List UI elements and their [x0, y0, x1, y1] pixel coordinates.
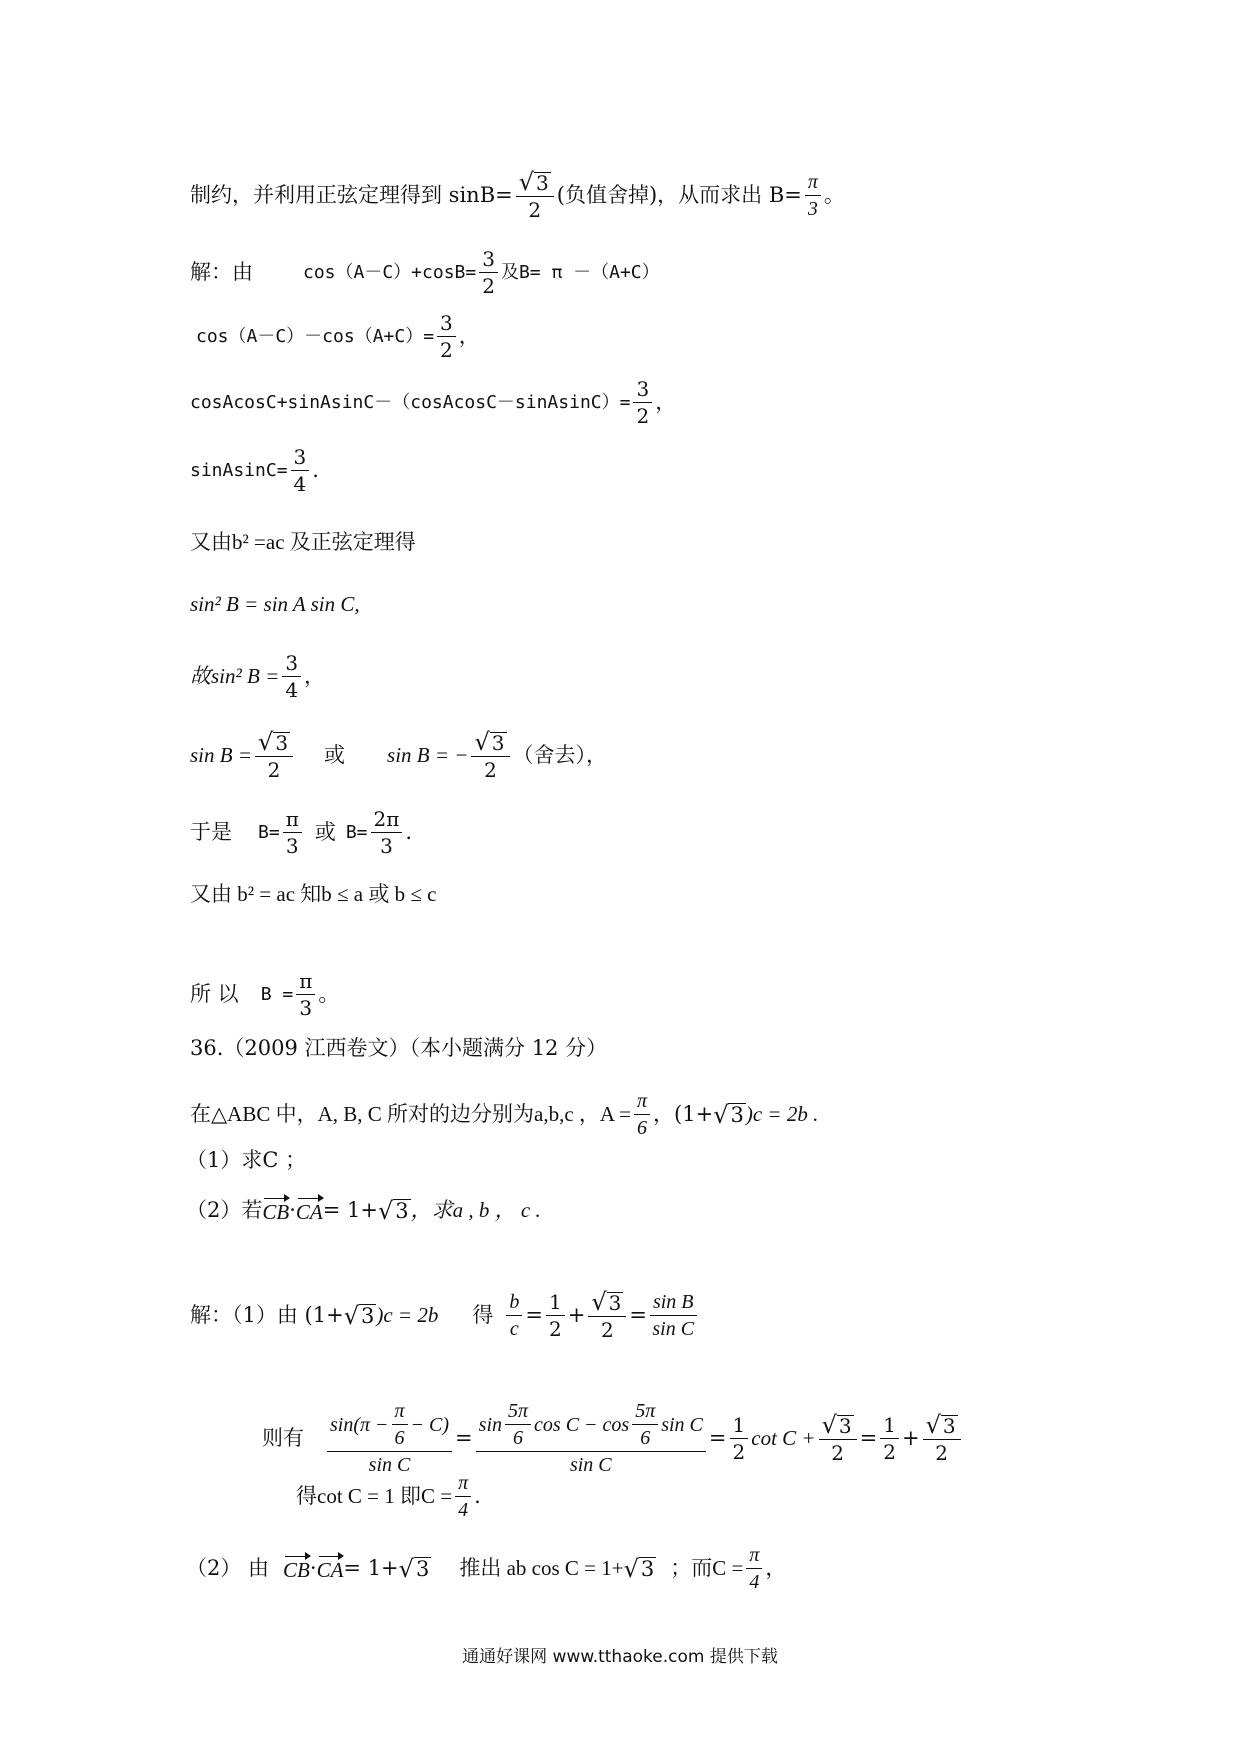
sqrt3: √ 3 — [623, 1554, 655, 1583]
frac: $\frac{3}{4}$ — [282, 652, 301, 701]
frac: $\frac{3}{2}$ — [633, 378, 652, 427]
sol2-line3: 得cot C = 1 即C = $\frac{\pi}{4}$ . — [296, 1472, 481, 1521]
sqrt3: √ 3 — [377, 1196, 409, 1225]
frac: $\frac{\pi}{4}$ — [746, 1544, 762, 1593]
sol1-line8: sin B = √ 3 2 或 sin B = − √ 3 2 （舍去）， — [190, 728, 608, 782]
frac-sqrt3-over-2: √ 3 2 — [819, 1413, 857, 1464]
q36-statement: 在△ABC 中，A, B, C 所对的边分别为a,b,c ，A = $\frac{\pi}{6}$ ，(1+ √ 3 )c = 2b . — [190, 1090, 819, 1139]
sqrt3: √ 3 — [398, 1554, 430, 1583]
sol1-line7: 故sin² B = $\frac{3}{4}$ ， — [190, 651, 326, 702]
sol1-line9: 于是 B= $\frac{\pi}{3}$ 或 B= $\frac{2\pi}{3}$ . — [190, 807, 413, 858]
frac-sqrt3-over-2: √ 3 2 — [516, 170, 554, 221]
frac-sqrt3-over-2: √ 3 2 — [588, 1290, 626, 1341]
frac: $\frac{\pi}{3}$ — [283, 808, 302, 857]
sol2-line4: （2） 由 CB · CA = 1+ √ 3 推出 ab cos C = 1+ √ 3 ；而C = $\frac{\pi}{4}$ ， — [186, 1544, 787, 1593]
q36-part1: （1）求C ； — [186, 1148, 307, 1172]
intro-text: 制约，并利用正弦定理得到 sinB= — [190, 183, 513, 207]
sol1-line2: cos（A－C）－cos（A+C）= $\frac{3}{2}$ ， — [196, 311, 480, 362]
frac: $\frac{3}{4}$ — [291, 446, 310, 495]
frac: $\frac{2\pi}{3}$ — [371, 808, 403, 857]
vector-ca: CA — [295, 1200, 323, 1224]
frac: $\frac{\pi}{4}$ — [455, 1472, 471, 1521]
sol1-line3: cosAcosC+sinAsinC－（cosAcosC－sinAsinC）= $\frac{3}{2}$ ， — [190, 377, 677, 428]
sqrt3: √ 3 — [713, 1100, 744, 1129]
frac-big-right: sin $\frac{5\pi}{6}$ cos C − cos $\frac{5\pi}{6}$ sin C sin C — [476, 1400, 706, 1476]
frac-1-over-2: $\frac{1}{2}$ — [880, 1414, 899, 1463]
frac-1-over-2: $\frac{1}{2}$ — [546, 1291, 565, 1340]
sol1-line6: sin² B = sin A sin C, — [190, 592, 360, 616]
intro-mid: (负值舍掉)，从而求出 B= — [556, 183, 802, 207]
vector-ca: CA — [316, 1558, 344, 1582]
frac-1-over-2: $\frac{1}{2}$ — [730, 1414, 749, 1463]
q36-part2: （2）若 CB · CA = 1+ √ 3 ，求a , b ， c . — [186, 1196, 541, 1225]
sol1-line1: 解：由 cos（A－C）+cosB= $\frac{3}{2}$ 及B= π －（A+C） — [190, 247, 660, 298]
frac-sqrt3-over-2: √ 3 2 — [923, 1413, 961, 1464]
sol1-line11: 所 以 B = $\frac{\pi}{3}$ 。 — [190, 969, 340, 1020]
q36-header: 36.（2009 江西卷文）（本小题满分 12 分） — [190, 1036, 608, 1060]
sol1-line10: 又由 b² = ac 知b ≤ a 或 b ≤ c — [190, 882, 437, 906]
sol1-line5: 又由b² =ac 及正弦定理得 — [190, 530, 416, 554]
sqrt3: √ 3 — [343, 1301, 375, 1330]
page-footer: 通通好课网 www.tthaoke.com 提供下载 — [462, 1647, 778, 1667]
frac-sqrt3-over-2: √ 3 2 — [255, 730, 293, 781]
vector-cb: CB — [262, 1200, 290, 1224]
frac-sinB-over-sinC: $\frac{\text{sin B}}{\text{sin C}}$ — [650, 1291, 697, 1340]
frac: $\frac{3}{2}$ — [437, 312, 456, 361]
sol1-line4: sinAsinC= $\frac{3}{4}$ . — [190, 445, 319, 496]
intro-line: 制约，并利用正弦定理得到 sinB= √ 3 2 (负值舍掉)，从而求出 B= $\frac{\pi}{3}$ 。 — [190, 168, 845, 222]
sol2-line1: 解：（1）由 (1+ √ 3 )c = 2b 得 $\frac{b}{c}$ = $\frac{1}{2}$ + √ 3 2 = $\frac{\text{sin B}}{\text{sin C}}$ — [190, 1290, 700, 1341]
frac-pi-over-3: $\frac{\pi}{3}$ — [805, 171, 821, 220]
vector-cb: CB — [283, 1558, 310, 1582]
sol2-line2: 则有 sin(π − $\frac{\pi}{6}$ − C) sin C = sin $\frac{5\pi}{6}$ cos C − cos $\frac{5\pi}{6}$ sin C sin C = $\frac{1}{2}$ cot C + √ 3 2 = $\frac{1}{2}$ + √ 3 2 — [262, 1400, 964, 1476]
frac-b-over-c: $\frac{b}{c}$ — [506, 1291, 522, 1340]
frac: $\frac{3}{2}$ — [479, 248, 498, 297]
frac: $\frac{\pi}{6}$ — [634, 1090, 650, 1139]
frac: $\frac{\pi}{3}$ — [296, 970, 315, 1019]
frac-sqrt3-over-2: √ 3 2 — [471, 730, 509, 781]
frac-big-left: sin(π − $\frac{\pi}{6}$ − C) sin C — [327, 1400, 452, 1476]
